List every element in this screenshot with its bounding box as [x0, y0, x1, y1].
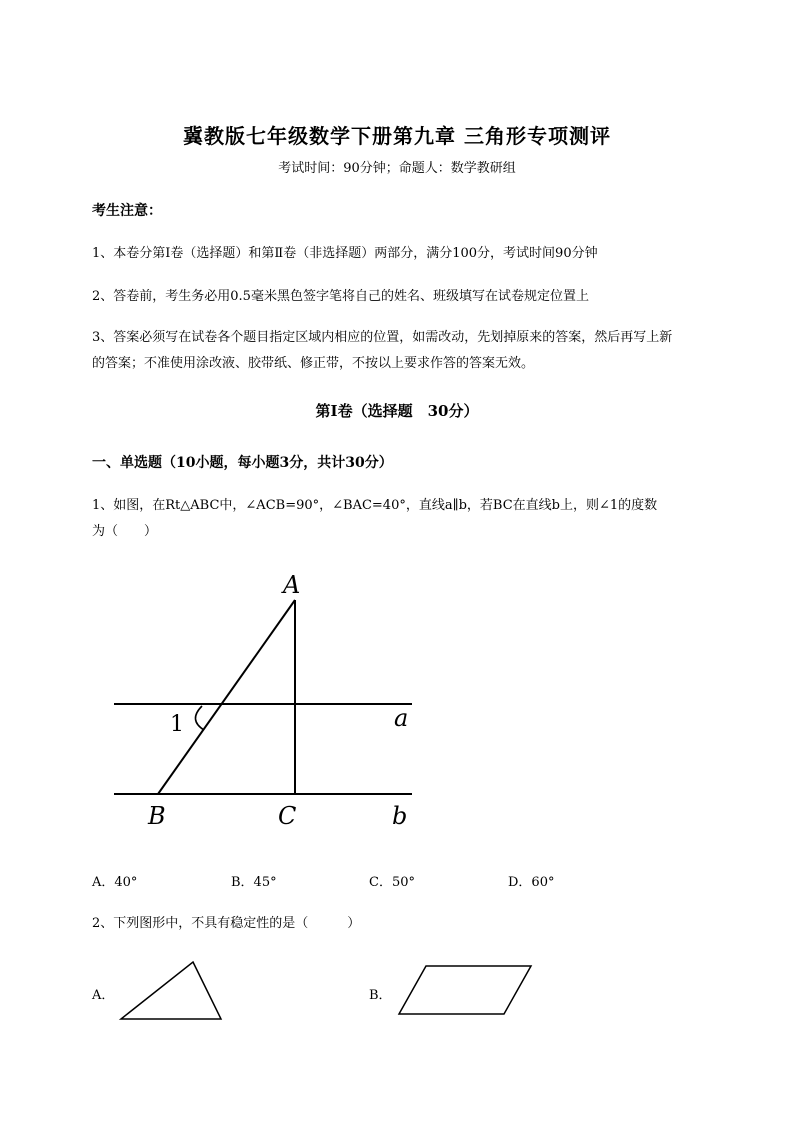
notice-item-1: 1、本卷分第I卷（选择题）和第Ⅱ卷（非选择题）两部分，满分100分，考试时间90分钟	[92, 246, 598, 261]
notice-item-2: 2、答卷前，考生务必用0.5毫米黑色签字笔将自己的姓名、班级填写在试卷规定位置上	[92, 289, 589, 304]
label-b-vertex: B	[148, 802, 166, 830]
label-line-a: a	[394, 704, 409, 732]
q2-option-a-label: A．	[92, 988, 115, 1003]
q1-option-d: D．60°	[508, 875, 555, 890]
section-title: 第I卷（选择题 30分）	[315, 402, 479, 420]
q2-option-b-label: B．	[369, 988, 392, 1003]
notice-item-3: 3、答案必须写在试卷各个题目指定区域内相应的位置，如需改动，先划掉原来的答案，然后再写上新	[92, 330, 673, 345]
part-title: 一、单选题（10小题，每小题3分，共计30分）	[92, 455, 393, 471]
question-2-text: 2、下列图形中，不具有稳定性的是（ ）	[92, 916, 361, 931]
question-1-text-cont: 为（ ）	[92, 524, 158, 539]
q1-option-a: A．40°	[92, 875, 138, 890]
q1-option-c: C．50°	[369, 875, 415, 890]
triangle-figure	[115, 955, 230, 1025]
question-1-figure	[100, 560, 440, 840]
label-angle-1: 1	[170, 712, 184, 737]
notice-item-3-cont: 的答案；不准使用涂改液、胶带纸、修正带，不按以上要求作答的答案无效。	[92, 356, 535, 371]
exam-info: 考试时间：90分钟；命题人：数学教研组	[278, 161, 516, 176]
notice-heading: 考生注意：	[92, 203, 162, 219]
angle-1-arc	[195, 706, 204, 730]
label-c-vertex: C	[278, 802, 297, 830]
page-title: 冀教版七年级数学下册第九章 三角形专项测评	[183, 124, 611, 148]
label-line-b: b	[392, 802, 408, 830]
label-a-vertex: A	[283, 571, 301, 599]
question-1-text: 1、如图，在Rt△ABC中，∠ACB=90°，∠BAC=40°，直线a∥b，若BC在直线b上，则∠1的度数	[92, 498, 658, 513]
q1-option-b: B．45°	[231, 875, 277, 890]
parallelogram-figure	[392, 960, 537, 1020]
segment-ab	[158, 600, 295, 794]
